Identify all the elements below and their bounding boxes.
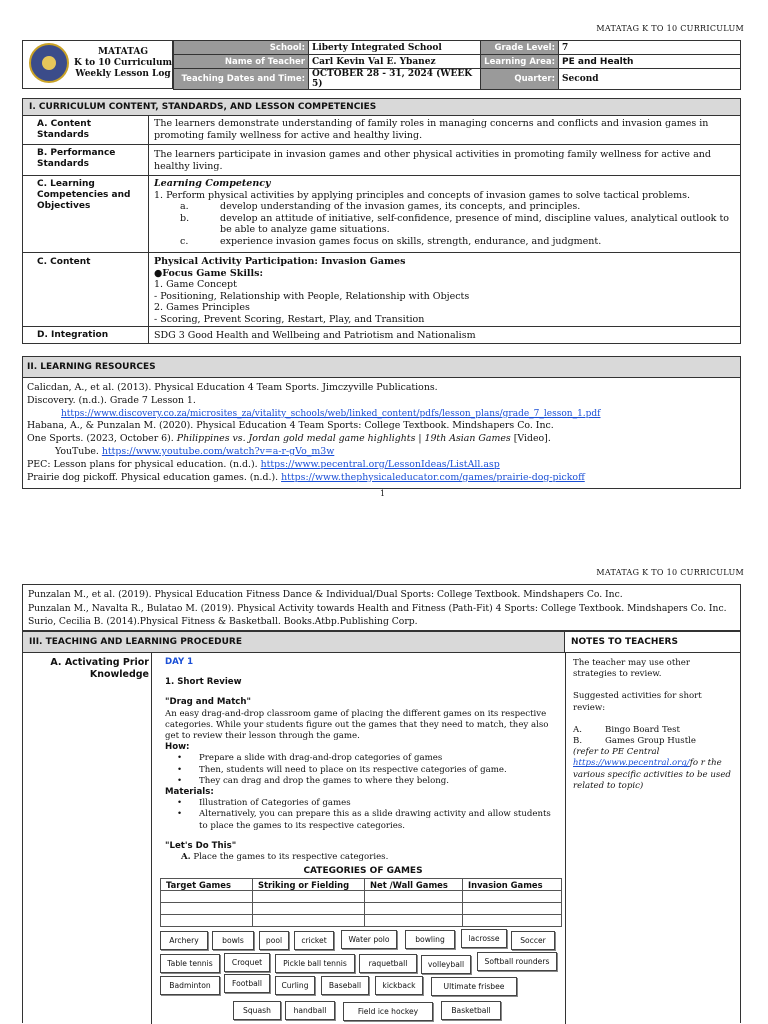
row-label: B. Performance Standards (23, 145, 149, 175)
learning-resources-section (22, 356, 741, 489)
game-chip[interactable]: Curling (275, 976, 315, 995)
reference: Surio, Cecilia B. (2014).Physical Fitness & Basketball. Books.Atbp.Publishing Corp. (28, 616, 418, 627)
competency-item: 1. Perform physical activities by applying principles and concepts of invasion games to solve tactical problems. (154, 189, 691, 201)
game-chip[interactable]: bowling (405, 930, 455, 949)
quarter-label: Quarter: (481, 69, 559, 90)
drop-cell[interactable] (365, 903, 463, 915)
curriculum-tag: MATATAG K TO 10 CURRICULUM (596, 24, 744, 33)
reference (23, 459, 740, 472)
objective-item (154, 236, 735, 248)
procedure-content (165, 657, 557, 863)
procedure-section (22, 631, 741, 1023)
objective-text: develop understanding of the invasion games, its concepts, and principles. (220, 201, 581, 212)
content-focus: ●Focus Game Skills: (154, 267, 263, 279)
note-link[interactable]: https://www.pecentral.org/ (573, 758, 690, 769)
category-header: Invasion Games (463, 879, 562, 891)
activating-prior-knowledge-label: A. Activating Prior Knowledge (50, 657, 149, 680)
reference: Calicdan, A., et al. (2013). Physical Education 4 Team Sports. Jimczyville Publications. (27, 382, 438, 393)
teacher-label: Name of Teacher (174, 55, 309, 69)
objective-item (154, 213, 735, 236)
note-marker: B. (573, 736, 583, 747)
game-chip[interactable]: Squash (233, 1001, 281, 1020)
reference-link[interactable]: https://www.discovery.co.za/microsites_za/vitality_schools/web/linked_content/pdfs/lesson_plans/grade_7_lesson_1.pdf (61, 408, 601, 419)
drop-cell[interactable] (253, 915, 365, 927)
how-item: • Then, students will need to place on its respective categories of game. (165, 765, 557, 776)
game-chip[interactable]: Table tennis (160, 954, 220, 973)
logo-line: Weekly Lesson Log (75, 69, 171, 79)
note-text: (refer to PE Central (573, 747, 660, 758)
reference: Habana, A., & Punzalan M. (2020). Physical Education 4 Team Sports: College Textbook. Mindshapers Co. Inc. (27, 420, 554, 432)
note-reference (573, 747, 735, 792)
section-title: III. TEACHING AND LEARNING PROCEDURE (23, 632, 565, 653)
logo-block (22, 40, 173, 89)
materials-item: • Alternatively, you can prepare this as a slide drawing activity and allow students to place the games to its respective categories. (165, 809, 557, 831)
logo-line: MATATAG (97, 47, 149, 57)
instruction-marker: A. (181, 852, 191, 863)
reference: Punzalan M., Navalta R., Bulatao M. (2019). Physical Activity towards Health and Fitness (Path-Fit) 4 Sports: College Textbook. Mindshapers Co. Inc. (28, 602, 727, 614)
column-divider (565, 653, 566, 1024)
reference (23, 433, 740, 446)
competency-heading: Learning Competency (154, 178, 271, 189)
teacher-value: Carl Kevin Val E. Ybanez (309, 55, 481, 69)
content-title: Physical Activity Participation: Invasion Games (154, 256, 406, 267)
game-chip[interactable]: Soccer (511, 931, 555, 950)
content-line: 1. Game Concept (154, 279, 237, 290)
materials-item: • Illustration of Categories of games (165, 798, 557, 809)
grade-value: 7 (559, 41, 741, 55)
drop-cell[interactable] (463, 903, 562, 915)
row-value (149, 176, 740, 252)
section-title: I. CURRICULUM CONTENT, STANDARDS, AND LESSON COMPETENCIES (23, 99, 740, 116)
game-chip[interactable]: Water polo (341, 930, 397, 949)
reference-list (23, 378, 740, 484)
drop-cell[interactable] (463, 891, 562, 903)
reference: Discovery. (n.d.). Grade 7 Lesson 1. (27, 394, 196, 406)
drop-cell[interactable] (463, 915, 562, 927)
reference: Punzalan M., et al. (2019). Physical Education Fitness Dance & Individual/Dual Sports: College Textbook. Mindshapers Co. Inc. (28, 589, 623, 600)
activity-description: An easy drag-and-drop classroom game of placing the different games on its respective categories. While your students figure out the games that they need to match, they also get to review their lesson through the game. (165, 708, 549, 742)
note: The teacher may use other strategies to review. (573, 658, 690, 680)
row-value: The learners demonstrate understanding of family roles in managing concerns and conflicts and invasion games in promoting family wellness for active and healthy living. (154, 118, 709, 141)
note-marker: A. (573, 724, 582, 735)
content-standards-row (23, 116, 740, 144)
lets-do-instruction (165, 852, 557, 863)
categories-table (160, 878, 562, 927)
drop-cell[interactable] (365, 915, 463, 927)
instruction-text: Place the games to its respective categories. (193, 852, 389, 863)
note-text: Games Group Hustle (605, 736, 697, 747)
note-text: fo r the various specific activities to be used related to topic) (573, 758, 731, 791)
objective-marker: a. (180, 201, 189, 212)
content-line: - Scoring, Prevent Scoring, Restart, Play, and Transition (154, 313, 425, 325)
area-label: Learning Area: (481, 55, 559, 69)
game-chip[interactable]: volleyball (421, 955, 471, 974)
drop-cell[interactable] (161, 915, 253, 927)
category-header: Striking or Fielding (253, 879, 365, 891)
header-table (173, 40, 741, 90)
game-chip[interactable]: Pickle ball tennis (275, 954, 355, 973)
integration-row (23, 326, 740, 343)
objective-text: experience invasion games focus on skills, strength, endurance, and judgment. (220, 235, 602, 247)
objective-text: develop an attitude of initiative, self-confidence, presence of mind, discipline values, analytical outlook to be able to analyze game situations. (220, 212, 729, 235)
game-chip[interactable]: Baseball (321, 976, 369, 995)
game-chip[interactable]: bowls (212, 931, 254, 950)
how-label: How: (165, 742, 190, 753)
game-chip[interactable]: Basketball (441, 1001, 501, 1020)
game-chip[interactable]: Softball rounders (477, 952, 557, 971)
short-review: 1. Short Review (165, 677, 242, 688)
school-value: Liberty Integrated School (309, 41, 481, 55)
category-header: Net /Wall Games (365, 879, 463, 891)
column-divider (151, 653, 152, 1024)
day-label: DAY 1 (165, 657, 194, 667)
logo-text (73, 47, 173, 80)
notes-content (573, 658, 735, 792)
dates-label: Teaching Dates and Time: (174, 69, 309, 90)
drop-cell[interactable] (161, 891, 253, 903)
dates-value: OCTOBER 28 - 31, 2024 (WEEK 5) (309, 69, 481, 90)
drop-cell[interactable] (253, 891, 365, 903)
reference-text: Prairie dog pickoff. Physical education games. (n.d.). (27, 471, 282, 483)
reference-title: Philippines vs. Jordan gold medal game highlights | 19th Asian Games (176, 433, 511, 445)
reference-link[interactable]: https://www.pecentral.org/LessonIdeas/ListAll.asp (260, 458, 500, 470)
note-text: Bingo Board Test (605, 724, 680, 735)
content-row (23, 252, 740, 326)
row-value: The learners participate in invasion games and other physical activities in promoting family wellness for active and healthy living. (154, 149, 711, 172)
drop-cell[interactable] (253, 903, 365, 915)
activity-title: "Drag and Match" (165, 697, 252, 708)
game-chip[interactable]: cricket (294, 931, 334, 950)
performance-standards-row (23, 144, 740, 175)
page-number: 1 (380, 489, 386, 498)
materials-label: Materials: (165, 787, 214, 798)
drop-cell[interactable] (365, 891, 463, 903)
how-item: • Prepare a slide with drag-and-drop categories of games (165, 753, 557, 764)
note-item (573, 736, 735, 747)
reference-continuation (22, 584, 741, 631)
lets-do-title: "Let's Do This" (165, 840, 237, 851)
curriculum-tag: MATATAG K TO 10 CURRICULUM (596, 568, 744, 577)
game-chip[interactable]: raquetball (359, 954, 417, 973)
row-label: D. Integration (23, 327, 149, 343)
reference-link[interactable]: https://www.thephysicaleducator.com/games/prairie-dog-pickoff (281, 471, 585, 483)
content-line: - Positioning, Relationship with People, Relationship with Objects (154, 290, 470, 302)
reference-text: YouTube. (55, 445, 102, 457)
game-chip[interactable]: Croquet (224, 953, 270, 972)
reference-text: PEC: Lesson plans for physical education. (n.d.). (27, 458, 261, 470)
row-label: A. Content Standards (23, 116, 149, 144)
notes-title: NOTES TO TEACHERS (565, 632, 741, 653)
game-chip[interactable]: handball (285, 1001, 335, 1020)
reference-link[interactable]: https://www.youtube.com/watch?v=a-r-gVo_m3w (101, 445, 335, 457)
section-title: II. LEARNING RESOURCES (23, 357, 740, 378)
content-line: 2. Games Principles (154, 302, 250, 313)
reference-link-line (23, 408, 740, 421)
drop-cell[interactable] (161, 903, 253, 915)
reference (23, 472, 740, 485)
quarter-value: Second (559, 69, 741, 90)
note: Suggested activities for short review: (573, 691, 702, 713)
note-item (573, 725, 735, 736)
school-label: School: (174, 41, 309, 55)
objective-item (154, 201, 735, 213)
row-value (149, 253, 740, 326)
game-chip[interactable]: lacrosse (461, 929, 507, 948)
logo-line: K to 10 Curriculum (73, 58, 173, 68)
row-label: C. Learning Competencies and Objectives (23, 176, 149, 252)
row-value: SDG 3 Good Health and Wellbeing and Patriotism and Nationalism (154, 330, 476, 341)
game-chip[interactable]: Football (224, 974, 270, 993)
categories-title: CATEGORIES OF GAMES (303, 866, 423, 876)
reference-text: One Sports. (2023, October 6). (27, 433, 177, 445)
how-item: • They can drag and drop the games to where they belong. (165, 776, 557, 787)
deped-seal-icon (29, 43, 69, 83)
row-label: C. Content (23, 253, 149, 326)
category-header: Target Games (161, 879, 253, 891)
objective-marker: b. (180, 212, 190, 224)
reference-text: [Video]. (510, 433, 551, 445)
game-chip[interactable]: pool (259, 931, 289, 950)
competencies-row (23, 175, 740, 252)
game-chip[interactable]: Field ice hockey (343, 1002, 433, 1021)
game-chip[interactable]: kickback (375, 976, 423, 995)
grade-label: Grade Level: (481, 41, 559, 55)
game-chip[interactable]: Badminton (160, 976, 220, 995)
game-chip[interactable]: Archery (160, 931, 208, 950)
objective-marker: c. (180, 235, 189, 247)
area-value: PE and Health (559, 55, 741, 69)
curriculum-section (22, 98, 741, 344)
reference (23, 446, 740, 459)
game-chip[interactable]: Ultimate frisbee (431, 977, 517, 996)
